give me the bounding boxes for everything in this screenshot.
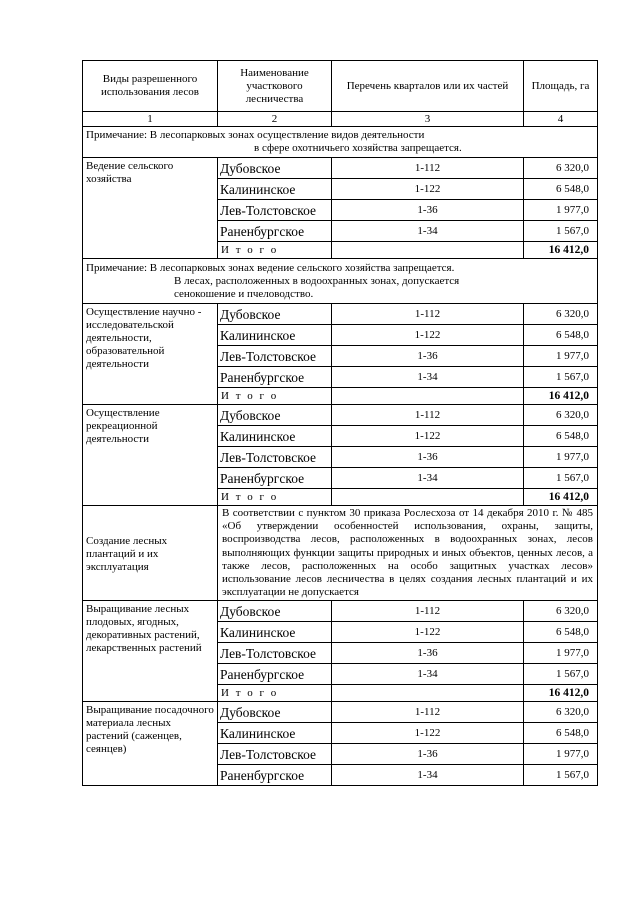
note-line: в сфере охотничьего хозяйства запрещается. — [254, 142, 462, 154]
quarters-cell: 1-122 — [332, 179, 524, 200]
quarters-cell: 1-34 — [332, 221, 524, 242]
forestry-cell: Раненбургское — [218, 765, 332, 786]
note-line: В лесах, расположенных в водоохранных зонах, допускается — [174, 274, 460, 287]
area-cell: 6 548,0 — [524, 179, 598, 200]
forestry-cell: Калининское — [218, 426, 332, 447]
total-label: И т о г о — [218, 388, 332, 405]
total-area: 16 412,0 — [524, 388, 598, 405]
empty-cell — [332, 242, 524, 259]
forestry-cell: Дубовское — [218, 601, 332, 622]
forestry-cell: Калининское — [218, 179, 332, 200]
quarters-cell: 1-122 — [332, 723, 524, 744]
forest-use-table — [82, 60, 598, 786]
quarters-cell: 1-34 — [332, 468, 524, 489]
forestry-cell: Раненбургское — [218, 664, 332, 685]
quarters-cell: 1-34 — [332, 664, 524, 685]
quarters-cell: 1-36 — [332, 643, 524, 664]
table-row — [83, 158, 598, 179]
quarters-cell: 1-34 — [332, 367, 524, 388]
quarters-cell: 1-112 — [332, 405, 524, 426]
header-cell: Виды разрешенного использования лесов — [83, 61, 218, 112]
column-number: 1 — [83, 112, 218, 127]
forestry-cell: Раненбургское — [218, 367, 332, 388]
total-label: И т о г о — [218, 489, 332, 506]
quarters-cell: 1-112 — [332, 601, 524, 622]
note-row — [83, 127, 598, 158]
area-cell: 6 320,0 — [524, 702, 598, 723]
forestry-cell: Лев-Толстовское — [218, 447, 332, 468]
column-number-row — [83, 112, 598, 127]
note-line: Примечание: В лесопарковых зонах ведение сельского хозяйства запрещается. — [86, 261, 455, 274]
quarters-cell: 1-36 — [332, 200, 524, 221]
area-cell: 1 977,0 — [524, 200, 598, 221]
forestry-cell: Лев-Толстовское — [218, 346, 332, 367]
area-cell: 1 977,0 — [524, 346, 598, 367]
area-cell: 1 567,0 — [524, 468, 598, 489]
quarters-cell: 1-34 — [332, 765, 524, 786]
area-cell: 6 320,0 — [524, 304, 598, 325]
total-label: И т о г о — [218, 685, 332, 702]
area-cell: 6 320,0 — [524, 158, 598, 179]
area-cell: 6 548,0 — [524, 426, 598, 447]
column-number: 3 — [332, 112, 524, 127]
area-cell: 1 567,0 — [524, 765, 598, 786]
area-cell: 1 567,0 — [524, 367, 598, 388]
area-cell: 6 548,0 — [524, 325, 598, 346]
quarters-cell: 1-36 — [332, 744, 524, 765]
area-cell: 6 548,0 — [524, 723, 598, 744]
area-cell: 1 977,0 — [524, 447, 598, 468]
area-cell: 1 977,0 — [524, 744, 598, 765]
use-kind-cell: Осуществление рекреационной деятельности — [83, 405, 218, 506]
plantation-note-cell: В соответствии с пунктом 30 приказа Рослесхоза от 14 декабря 2010 г. № 485 «Об утверждении особенностей использования, охраны, защиты, воспроизводства лесов, расположенных в водоохранных зонах, лесов выполняющих функции защиты природных и иных объектов, ценных лесов, а также лесов, расположенных на особо защитных участках лесов» использование лесов лесничества в целях создания лесных плантаций и их эксплуатации не допускается — [218, 506, 598, 601]
quarters-cell: 1-122 — [332, 325, 524, 346]
empty-cell — [332, 388, 524, 405]
quarters-cell: 1-112 — [332, 304, 524, 325]
forestry-cell: Лев-Толстовское — [218, 200, 332, 221]
forestry-cell: Дубовское — [218, 158, 332, 179]
forestry-cell: Калининское — [218, 325, 332, 346]
forestry-cell: Лев-Толстовское — [218, 744, 332, 765]
quarters-cell: 1-112 — [332, 702, 524, 723]
note-line: Примечание: В лесопарковых зонах осуществление видов деятельности — [86, 129, 425, 141]
use-kind-cell: Ведение сельского хозяйства — [83, 158, 218, 259]
header-cell: Наименование участкового лесничества — [218, 61, 332, 112]
note-cell — [83, 259, 598, 304]
forestry-cell: Дубовское — [218, 702, 332, 723]
table-row — [83, 304, 598, 325]
quarters-cell: 1-122 — [332, 622, 524, 643]
area-cell: 6 320,0 — [524, 601, 598, 622]
header-row — [83, 61, 598, 112]
empty-cell — [332, 489, 524, 506]
note-line: сенокошение и пчеловодство. — [174, 287, 314, 300]
forestry-cell: Дубовское — [218, 304, 332, 325]
table-row — [83, 405, 598, 426]
total-area: 16 412,0 — [524, 242, 598, 259]
forestry-cell: Раненбургское — [218, 221, 332, 242]
area-cell: 1 567,0 — [524, 664, 598, 685]
area-cell: 6 548,0 — [524, 622, 598, 643]
total-area: 16 412,0 — [524, 685, 598, 702]
forestry-cell: Калининское — [218, 622, 332, 643]
note-cell — [83, 127, 598, 158]
empty-cell — [332, 685, 524, 702]
table-row — [83, 702, 598, 723]
area-cell: 1 567,0 — [524, 221, 598, 242]
quarters-cell: 1-36 — [332, 447, 524, 468]
total-label: И т о г о — [218, 242, 332, 259]
quarters-cell: 1-122 — [332, 426, 524, 447]
forestry-cell: Калининское — [218, 723, 332, 744]
forestry-cell: Лев-Толстовское — [218, 643, 332, 664]
table-row — [83, 506, 598, 601]
total-area: 16 412,0 — [524, 489, 598, 506]
forestry-cell: Раненбургское — [218, 468, 332, 489]
use-kind-cell: Выращивание посадочного материала лесных растений (саженцев, сеянцев) — [83, 702, 218, 786]
use-kind-cell: Выращивание лесных плодовых, ягодных, декоративных растений, лекарственных растений — [83, 601, 218, 702]
use-kind-cell: Осуществление научно - исследовательской деятельности, образовательной деятельности — [83, 304, 218, 405]
note-row — [83, 259, 598, 304]
area-cell: 1 977,0 — [524, 643, 598, 664]
header-cell: Площадь, га — [524, 61, 598, 112]
quarters-cell: 1-112 — [332, 158, 524, 179]
column-number: 2 — [218, 112, 332, 127]
header-cell: Перечень кварталов или их частей — [332, 61, 524, 112]
use-kind-cell: Создание лесных плантаций и их эксплуатация — [83, 506, 218, 601]
area-cell: 6 320,0 — [524, 405, 598, 426]
quarters-cell: 1-36 — [332, 346, 524, 367]
table-row — [83, 601, 598, 622]
forestry-cell: Дубовское — [218, 405, 332, 426]
column-number: 4 — [524, 112, 598, 127]
